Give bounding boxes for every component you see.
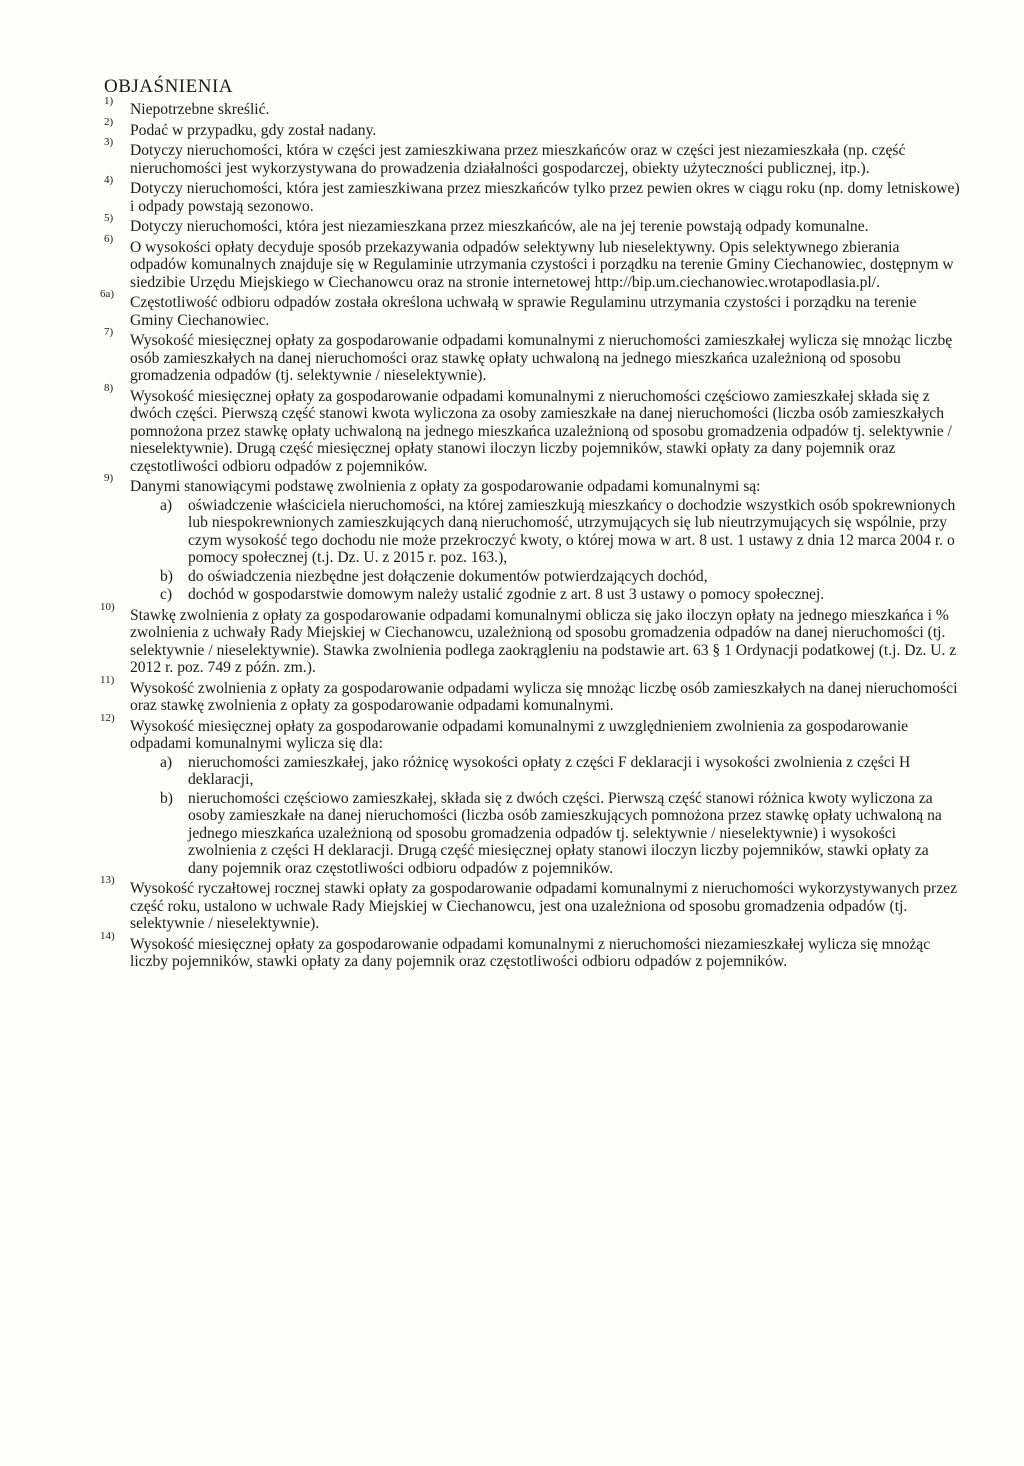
note-text: Stawkę zwolnienia z opłaty za gospodarowanie odpadami komunalnymi oblicza się jako iloczyn opłaty na jednego mieszkańca i % zwolnienia z uchwały Rady Miejskiej w Ciechanowcu, uzależnioną od sposobu gromadzenia odpadów na danej nieruchomości (tj. selektywnie / nieselektywnie). Stawka zwolnienia podlega zaokrągleniu na podstawie art. 63 § 1 Ordynacji podatkowej (t.j. Dz. U. z 2012 r. poz. 749 z późn. zm.).	[130, 606, 957, 676]
note-9-sublist	[130, 497, 960, 604]
list-item	[130, 754, 960, 789]
list-item-letter: a)	[160, 496, 173, 514]
note-number: 3)	[104, 136, 114, 148]
note-text: Wysokość miesięcznej opłaty za gospodarowanie odpadami komunalnymi z uwzględnieniem zwolnienia za gospodarowanie odpadami komunalnymi wylicza się dla:	[130, 717, 909, 752]
list-item-letter: c)	[160, 586, 173, 603]
note-text: Częstotliwość odbioru odpadów została określona uchwałą w sprawie Regulaminu utrzymania czystości i porządku na terenie Gminy Ciechanowiec.	[130, 294, 917, 329]
note-number: 11)	[100, 673, 115, 686]
note-number: 5)	[104, 212, 114, 224]
list-item	[130, 790, 960, 878]
document-page	[100, 76, 960, 974]
note-7	[104, 326, 960, 385]
note-text: Wysokość miesięcznej opłaty za gospodarowanie odpadami komunalnymi z nieruchomości niezamieszkałej wylicza się mnożąc liczby pojemników, stawki opłaty za dany pojemnik oraz częstotliwości odbioru odpadów z pojemników.	[130, 935, 931, 970]
list-item-letter: a)	[160, 753, 173, 771]
document-title: OBJAŚNIENIA	[104, 76, 233, 97]
note-text: Podać w przypadku, gdy został nadany.	[130, 121, 377, 139]
note-5	[104, 212, 960, 236]
note-number: 14)	[100, 929, 115, 942]
note-13	[100, 874, 960, 933]
note-3	[104, 136, 960, 177]
note-number: 4)	[104, 174, 114, 186]
note-10	[100, 600, 960, 677]
note-number: 6)	[104, 232, 114, 245]
list-item	[130, 586, 960, 604]
note-text: Wysokość miesięcznej opłaty za gospodarowanie odpadami komunalnymi z nieruchomości częściowo zamieszkałej składa się z dwóch części. Pierwszą część stanowi kwota wyliczona za osoby zamieszkałe na danej nieruchomości (liczba osób zamieszkałych pomnożona przez stawkę opłaty uchwaloną na jednego mieszkańca uzależnioną od sposobu gromadzenia odpadów tj. selektywnie / nieselektywnie). Drugą część miesięcznej opłaty stanowi iloczyn liczby pojemników, stawki opłaty za dany pojemnik oraz częstotliwości odbioru odpadów z pojemników.	[130, 387, 952, 475]
note-8	[104, 381, 960, 476]
note-number: 9)	[104, 472, 114, 484]
note-12	[100, 711, 960, 878]
note-text: Wysokość ryczałtowej rocznej stawki opłaty za gospodarowanie odpadami komunalnymi z nieruchomości wykorzystywanych przez część roku, ustalono w uchwale Rady Miejskiej w Ciechanowcu, jest ona uzależniona od sposobu gromadzenia odpadów (tj. selektywnie / nieselektywnie).	[130, 880, 958, 932]
note-text: O wysokości opłaty decyduje sposób przekazywania odpadów selektywny lub nieselektywny. Opis selektywnego zbierania odpadów komunalnych znajduje się w Regulaminie utrzymania czystości i porządku na terenie Gminy Ciechanowiec, dostępnym w siedzibie Urzędu Miejskiego w Ciechanowcu oraz na stronie internetowej http://bip.um.ciechanowiec.wrotapodlasia.pl/.	[130, 238, 954, 291]
list-item-text: dochód w gospodarstwie domowym należy ustalić zgodnie z art. 8 ust 3 ustawy o pomocy społecznej.	[188, 586, 825, 603]
note-6a	[100, 288, 960, 329]
list-item-text: do oświadczenia niezbędne jest dołączenie dokumentów potwierdzających dochód,	[188, 567, 708, 585]
note-number: 7)	[104, 326, 114, 338]
note-2	[104, 115, 960, 140]
note-11	[100, 673, 960, 715]
note-number: 2)	[104, 115, 114, 128]
list-item-text: oświadczenie właściciela nieruchomości, na której zamieszkują mieszkańcy o dochodzie wszystkich osób spokrewnionych lub niespokrewnionych zamieszkujących daną nieruchomość, utrzymujących się lub nieutrzymujących się wspólnie, przy czym wysokość tego dochodu nie może przekroczyć kwoty, o której mowa w art. 8 ust. 1 ustawy z dnia 12 marca 2004 r. o pomocy społecznej (t.j. Dz. U. z 2015 r. poz. 163.),	[188, 496, 956, 566]
note-text: Niepotrzebne skreślić.	[130, 101, 270, 118]
note-14	[100, 929, 960, 971]
note-9	[104, 472, 960, 604]
list-item-letter: b)	[160, 567, 173, 585]
note-6	[104, 232, 960, 292]
note-text: Wysokość zwolnienia z opłaty za gospodarowanie odpadami wylicza się mnożąc liczbę osób zamieszkałych na danej nieruchomości oraz stawkę zwolnienia z opłaty za gospodarowanie odpadami komunalnymi.	[130, 679, 958, 714]
note-number: 6a)	[100, 288, 115, 300]
note-number: 10)	[100, 600, 115, 613]
note-4	[104, 174, 960, 215]
note-number: 8)	[104, 381, 114, 394]
note-number: 1)	[104, 95, 114, 107]
note-text: Dotyczy nieruchomości, która jest zamieszkiwana przez mieszkańców tylko przez pewien okres w ciągu roku (np. domy letniskowe) i odpady powstają sezonowo.	[130, 180, 960, 215]
list-item	[130, 568, 960, 586]
note-1	[104, 95, 960, 119]
note-text: Wysokość miesięcznej opłaty za gospodarowanie odpadami komunalnymi z nieruchomości zamieszkałej wylicza się mnożąc liczbę osób zamieszkałych na danej nieruchomości oraz stawkę opłaty uchwaloną na jednego mieszkańca uzależnioną od sposobu gromadzenia odpadów (tj. selektywnie / nieselektywnie).	[130, 332, 953, 384]
note-12-sublist	[130, 754, 960, 878]
list-item-text: nieruchomości częściowo zamieszkałej, składa się z dwóch części. Pierwszą część stanowi różnica kwoty wyliczona za osoby zamieszkałe na danej nieruchomości (liczba osób zamieszkujących pomnożona przez stawkę opłaty uchwaloną na jednego mieszkańca uzależnioną od sposobu gromadzenia odpadów tj. selektywnie / nieselektywnie) i wysokości zwolnienia z części H deklaracji. Drugą część miesięcznej opłaty stanowi iloczyn liczby pojemników, stawki opłaty za dany pojemnik oraz częstotliwości odbioru odpadów z pojemników.	[188, 789, 942, 877]
note-number: 12)	[100, 711, 115, 724]
note-text: Danymi stanowiącymi podstawę zwolnienia z opłaty za gospodarowanie odpadami komunalnymi są:	[130, 478, 761, 495]
note-text: Dotyczy nieruchomości, która jest niezamieszkana przez mieszkańców, ale na jej terenie powstają odpady komunalne.	[130, 218, 869, 235]
list-item	[130, 497, 960, 567]
note-number: 13)	[100, 874, 115, 886]
list-item-text: nieruchomości zamieszkałej, jako różnicę wysokości opłaty z części F deklaracji i wysokości zwolnienia z części H deklaracji,	[188, 753, 911, 788]
list-item-letter: b)	[160, 789, 173, 807]
note-text: Dotyczy nieruchomości, która w części jest zamieszkiwana przez mieszkańców oraz w części jest niezamieszkała (np. część nieruchomości jest wykorzystywana do prowadzenia działalności gospodarczej, obiekty użyteczności publicznej, itp.).	[130, 142, 906, 177]
